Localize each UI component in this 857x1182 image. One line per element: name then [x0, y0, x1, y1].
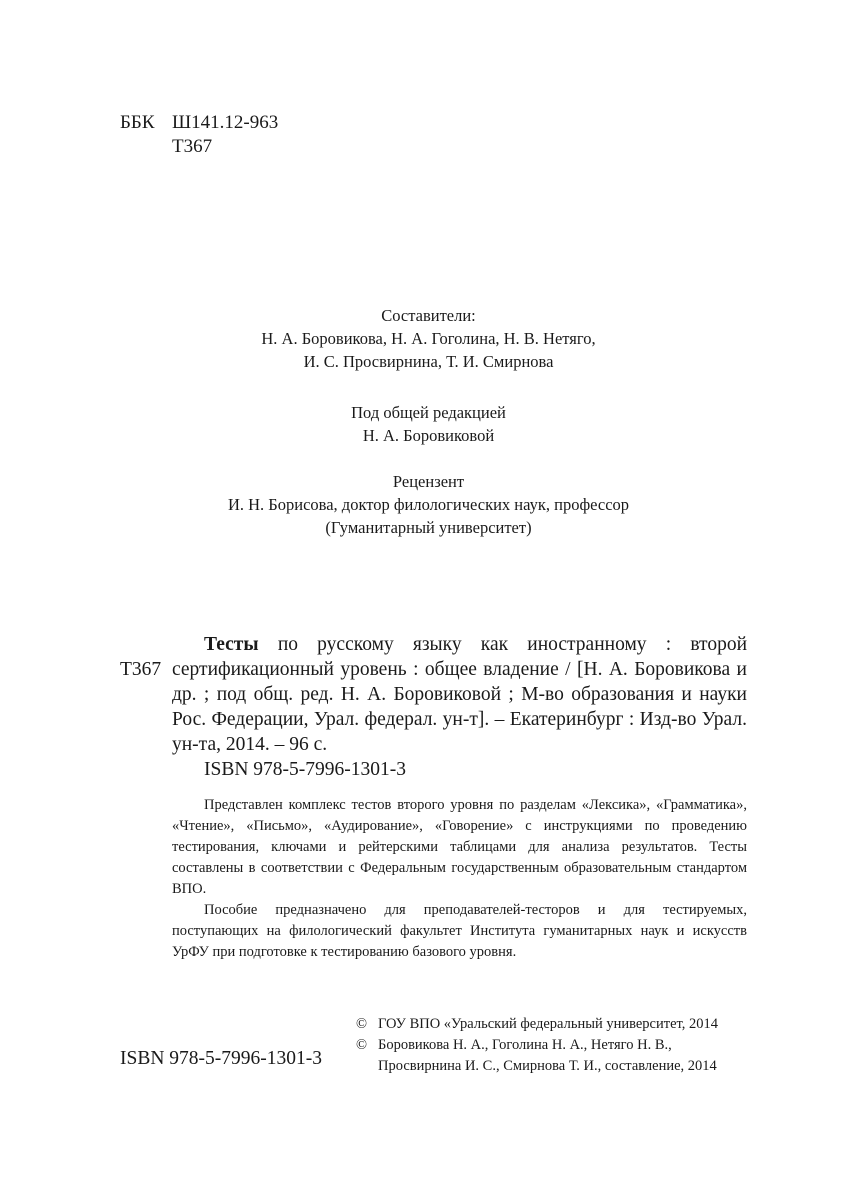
reviewer-line-1: И. Н. Борисова, доктор филологических наук, профессор	[227, 495, 630, 514]
description-title: Тесты	[204, 634, 259, 655]
copyright-symbol: ©	[356, 1016, 368, 1032]
copyright-line-1: ГОУ ВПО «Уральский федеральный университет, 2014	[378, 1016, 719, 1032]
copyright-line-3: Просвирнина И. С., Смирнова Т. И., составление, 2014	[378, 1058, 717, 1074]
bibliographic-description	[172, 632, 747, 757]
description-isbn: ISBN 978-5-7996-1301-3	[204, 759, 407, 780]
footer-isbn: ISBN 978-5-7996-1301-3	[120, 1048, 323, 1069]
copyright-block	[356, 1014, 718, 1077]
annotation-paragraph-2: Пособие предназначено для преподавателей-тесторов и для тестируемых, поступающих на филологический факультет Института гуманитарных наук и искусств УрФУ при подготовке к тестированию базового уровня.	[172, 902, 747, 960]
reviewer-block	[0, 470, 857, 539]
annotation-paragraph-1: Представлен комплекс тестов второго уровня по разделам «Лексика», «Грамматика», «Чтение», «Письмо», «Аудирование», «Говорение» с инструкциями по проведению тестирования, ключами и рейтерскими таблицами для анализа результатов. Тесты составлены в соответствии с Федеральным государственным образовательным стандартом ВПО.	[172, 797, 747, 897]
annotation	[172, 795, 747, 963]
description-text: по русскому языку как иностранному : второй сертификационный уровень : общее владение / [Н. А. Боровикова и др. ; под общ. ред. Н. А. Боровиковой ; М-во образования и науки Рос. Федерации, Урал. федерал. ун-т]. – Екатеринбург : Изд-во Урал. ун-та, 2014. – 96 с.	[172, 634, 747, 755]
reviewer-heading: Рецензент	[392, 472, 465, 491]
copyright-symbol: ©	[356, 1037, 368, 1053]
bbk-code: Ш141.12-963	[172, 112, 279, 133]
author-mark: Т367	[172, 136, 213, 157]
copyright-line-2: Боровикова Н. А., Гоголина Н. А., Нетяго Н. В.,	[378, 1037, 672, 1053]
bbk-label: ББК	[120, 112, 155, 133]
reviewer-line-2: (Гуманитарный университет)	[325, 518, 532, 537]
compilers-heading: Составители:	[381, 306, 476, 325]
compilers-line-2: И. С. Просвирнина, Т. И. Смирнова	[303, 352, 554, 371]
editor-heading: Под общей редакцией	[351, 403, 506, 422]
compilers-line-1: Н. А. Боровикова, Н. А. Гоголина, Н. В. Нетяго,	[261, 329, 596, 348]
compilers-block	[0, 304, 857, 373]
editor-name: Н. А. Боровиковой	[362, 426, 495, 445]
editor-block	[0, 401, 857, 447]
description-side-mark: Т367	[120, 659, 162, 680]
